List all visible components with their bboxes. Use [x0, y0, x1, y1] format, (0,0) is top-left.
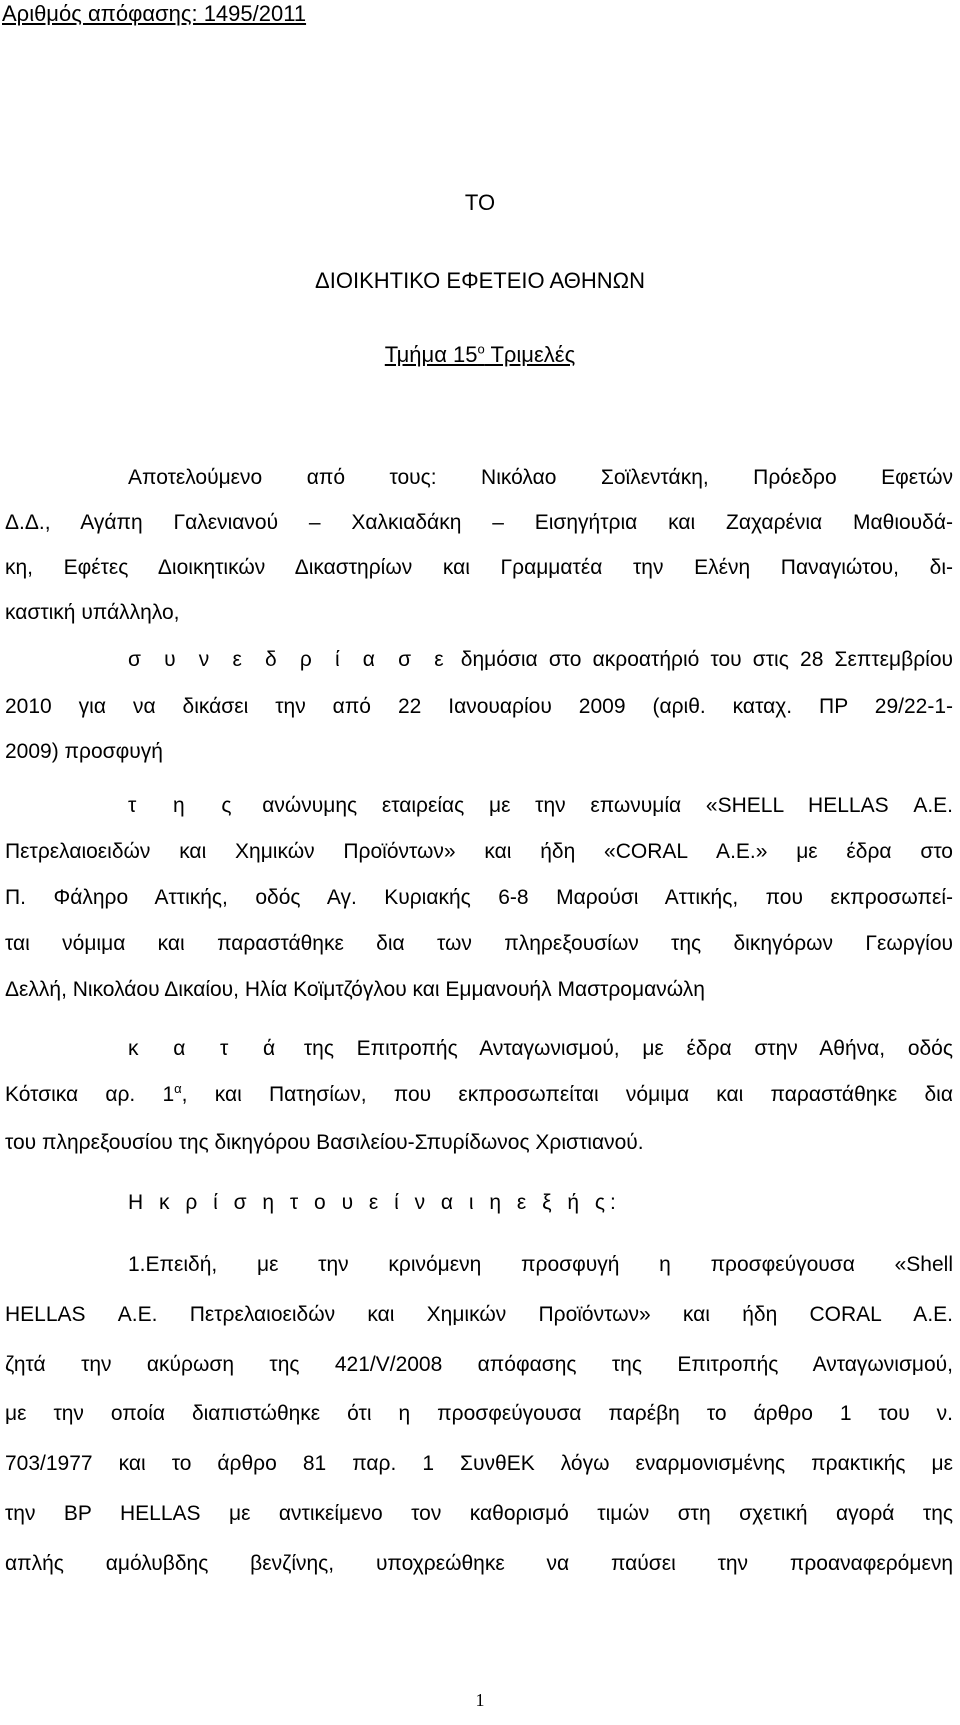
court-name: ΔΙΟΙΚΗΤΙΚΟ ΕΦΕΤΕΙΟ ΑΘΗΝΩΝ — [315, 268, 645, 293]
decision-number: Αριθμός απόφασης: 1495/2011 — [2, 1, 307, 26]
applicant-spaced-word: τ η ς — [128, 794, 238, 817]
composition-line: Δ.Δ., Αγάπη Γαλενιανού – Χαλκιαδάκη – Εισηγήτρια και Ζαχαρένια Μαθιουδά- — [5, 511, 953, 534]
applicant-line: Πετρελαιοειδών και Χημικών Προϊόντων» και ήδη «CORAL Α.Ε.» με έδρα στο — [5, 840, 953, 863]
composition-line: κη, Εφέτες Διοικητικών Δικαστηρίων και Γραμματέα την Ελένη Παναγιώτου, δι- — [5, 556, 953, 579]
composition-line: καστική υπάλληλο, — [5, 601, 180, 624]
judgment-line: 1.Επειδή, με την κρινόμενη προσφυγή η προσφεύγουσα «Shell — [128, 1253, 953, 1276]
court-section-sup: ο — [477, 341, 485, 357]
judgment-heading: Η κ ρ ί σ η τ ο υ ε ί ν α ι η ε ξ ή ς: — [128, 1191, 621, 1214]
page-number: 1 — [475, 1690, 485, 1710]
session-line-rest: δημόσια στο ακροατήριό του στις 28 Σεπτεμβρίου — [460, 648, 953, 671]
applicant-line-rest: ανώνυμης εταιρείας με την επωνυμία «SHELL HELLAS Α.Ε. — [262, 794, 953, 817]
court-article: ΤΟ — [464, 190, 496, 215]
session-line: 2009) προσφυγή — [5, 740, 163, 763]
respondent-address-pre: Κότσικα αρ. 1 — [5, 1083, 175, 1106]
judgment-line: την BP HELLAS με αντικείμενο τον καθορισμό τιμών στη σχετική αγορά της — [5, 1502, 953, 1525]
court-section-prefix: Τμήμα 15 — [384, 342, 478, 367]
judgment-line: 703/1977 και το άρθρο 81 παρ. 1 ΣυνθΕΚ λόγω εναρμονισμένης πρακτικής με — [5, 1452, 953, 1475]
applicant-line: Δελλή, Νικολάου Δικαίου, Ηλία Κοϊμτζόγλου και Εμμανουήλ Μαστρομανώλη — [5, 978, 705, 1001]
respondent-spaced-word: κ α τ ά — [128, 1037, 282, 1060]
respondent-address-post: , και Πατησίων, που εκπροσωπείται νόμιμα και παραστάθηκε δια — [181, 1083, 953, 1106]
judgment-line: HELLAS Α.Ε. Πετρελαιοειδών και Χημικών Προϊόντων» και ήδη CORAL Α.Ε. — [5, 1303, 953, 1326]
applicant-line: Π. Φάληρο Αττικής, οδός Αγ. Κυριακής 6-8 Μαρούσι Αττικής, που εκπροσωπεί- — [5, 886, 953, 909]
respondent-line-rest: της Επιτροπής Ανταγωνισμού, με έδρα στην Αθήνα, οδός — [303, 1037, 953, 1060]
session-spaced-word: σ υ ν ε δ ρ ί α σ ε — [128, 648, 450, 671]
court-section-suffix: Τριμελές — [484, 342, 576, 367]
judgment-line: απλής αμόλυβδης βενζίνης, υποχρεώθηκε να παύσει την προαναφερόμενη — [5, 1552, 953, 1575]
session-line — [128, 648, 953, 672]
judgment-line: με την οποία διαπιστώθηκε ότι η προσφεύγουσα παρέβη το άρθρο 1 του ν. — [5, 1402, 953, 1425]
respondent-address-sup: α — [174, 1083, 182, 1096]
session-line: 2010 για να δικάσει την από 22 Ιανουαρίου 2009 (αριθ. καταχ. ΠΡ 29/22-1- — [5, 695, 953, 718]
composition-line: Αποτελούμενο από τους: Νικόλαο Σοϊλεντάκη, Πρόεδρο Εφετών — [128, 466, 953, 489]
respondent-line — [5, 1083, 953, 1107]
respondent-line: του πληρεξουσίου της δικηγόρου Βασιλείου-Σπυρίδωνος Χριστιανού. — [5, 1131, 644, 1154]
applicant-line — [128, 794, 953, 818]
respondent-line — [128, 1037, 953, 1061]
judgment-line: ζητά την ακύρωση της 421/V/2008 απόφασης της Επιτροπής Ανταγωνισμού, — [5, 1353, 953, 1376]
court-section — [0, 342, 960, 368]
applicant-line: ται νόμιμα και παραστάθηκε δια των πληρεξουσίων της δικηγόρων Γεωργίου — [5, 932, 953, 955]
